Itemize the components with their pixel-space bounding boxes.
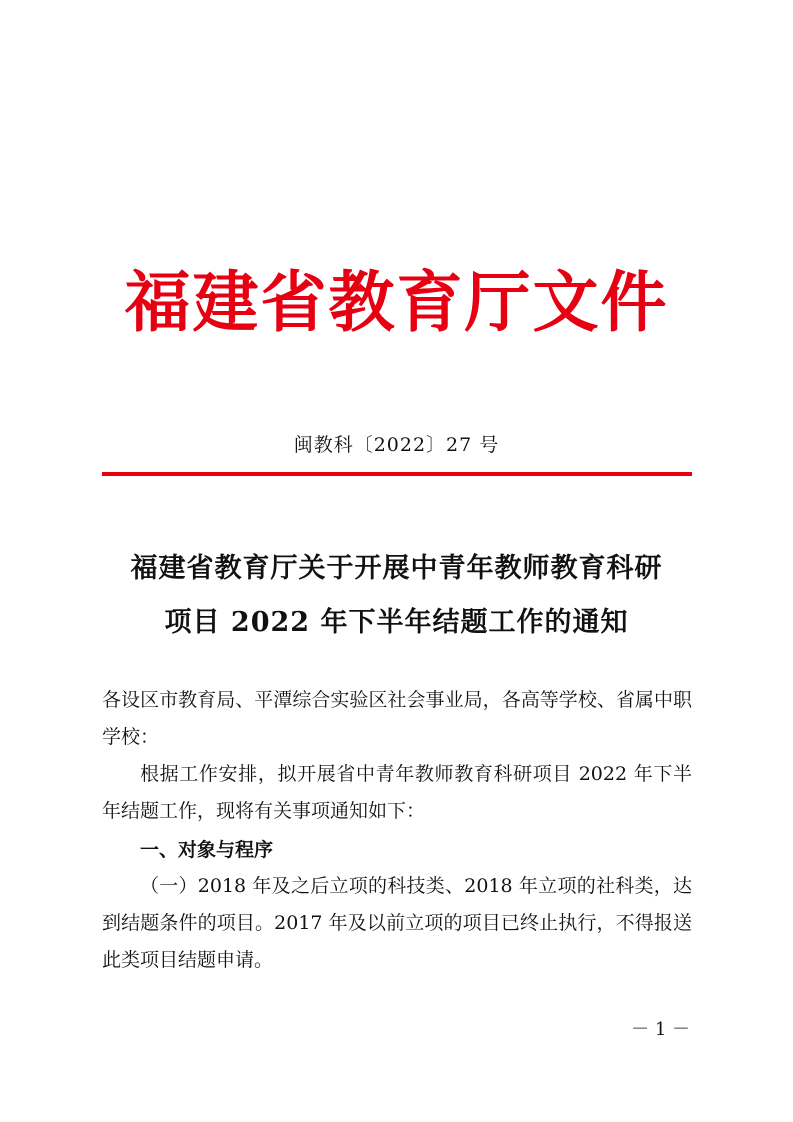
page-number: － 1 － [631, 1019, 690, 1040]
intro-paragraph: 根据工作安排，拟开展省中青年教师教育科研项目 2022 年下半年结题工作，现将有关事项通知如下： [102, 763, 692, 822]
issuer-masthead: 福建省教育厅文件 [124, 263, 669, 341]
document-title [80, 542, 713, 650]
document-number: 闽教科〔2022〕27 号 [293, 434, 500, 456]
section-1-item-1: （一）2018 年及之后立项的科技类、2018 年立项的社科类，达到结题条件的项目。2017 年及以前立项的项目已终止执行，不得报送此类项目结题申请。 [102, 875, 692, 971]
title-line-1: 福建省教育厅关于开展中青年教师教育科研 [130, 553, 663, 584]
red-separator-rule [102, 472, 692, 476]
title-line-2: 项目 2022 年下半年结题工作的通知 [164, 607, 629, 638]
addressee-paragraph: 各设区市教育局、平潭综合实验区社会事业局，各高等学校、省属中职学校： [102, 689, 692, 748]
section-1-heading: 一、对象与程序 [140, 839, 274, 861]
